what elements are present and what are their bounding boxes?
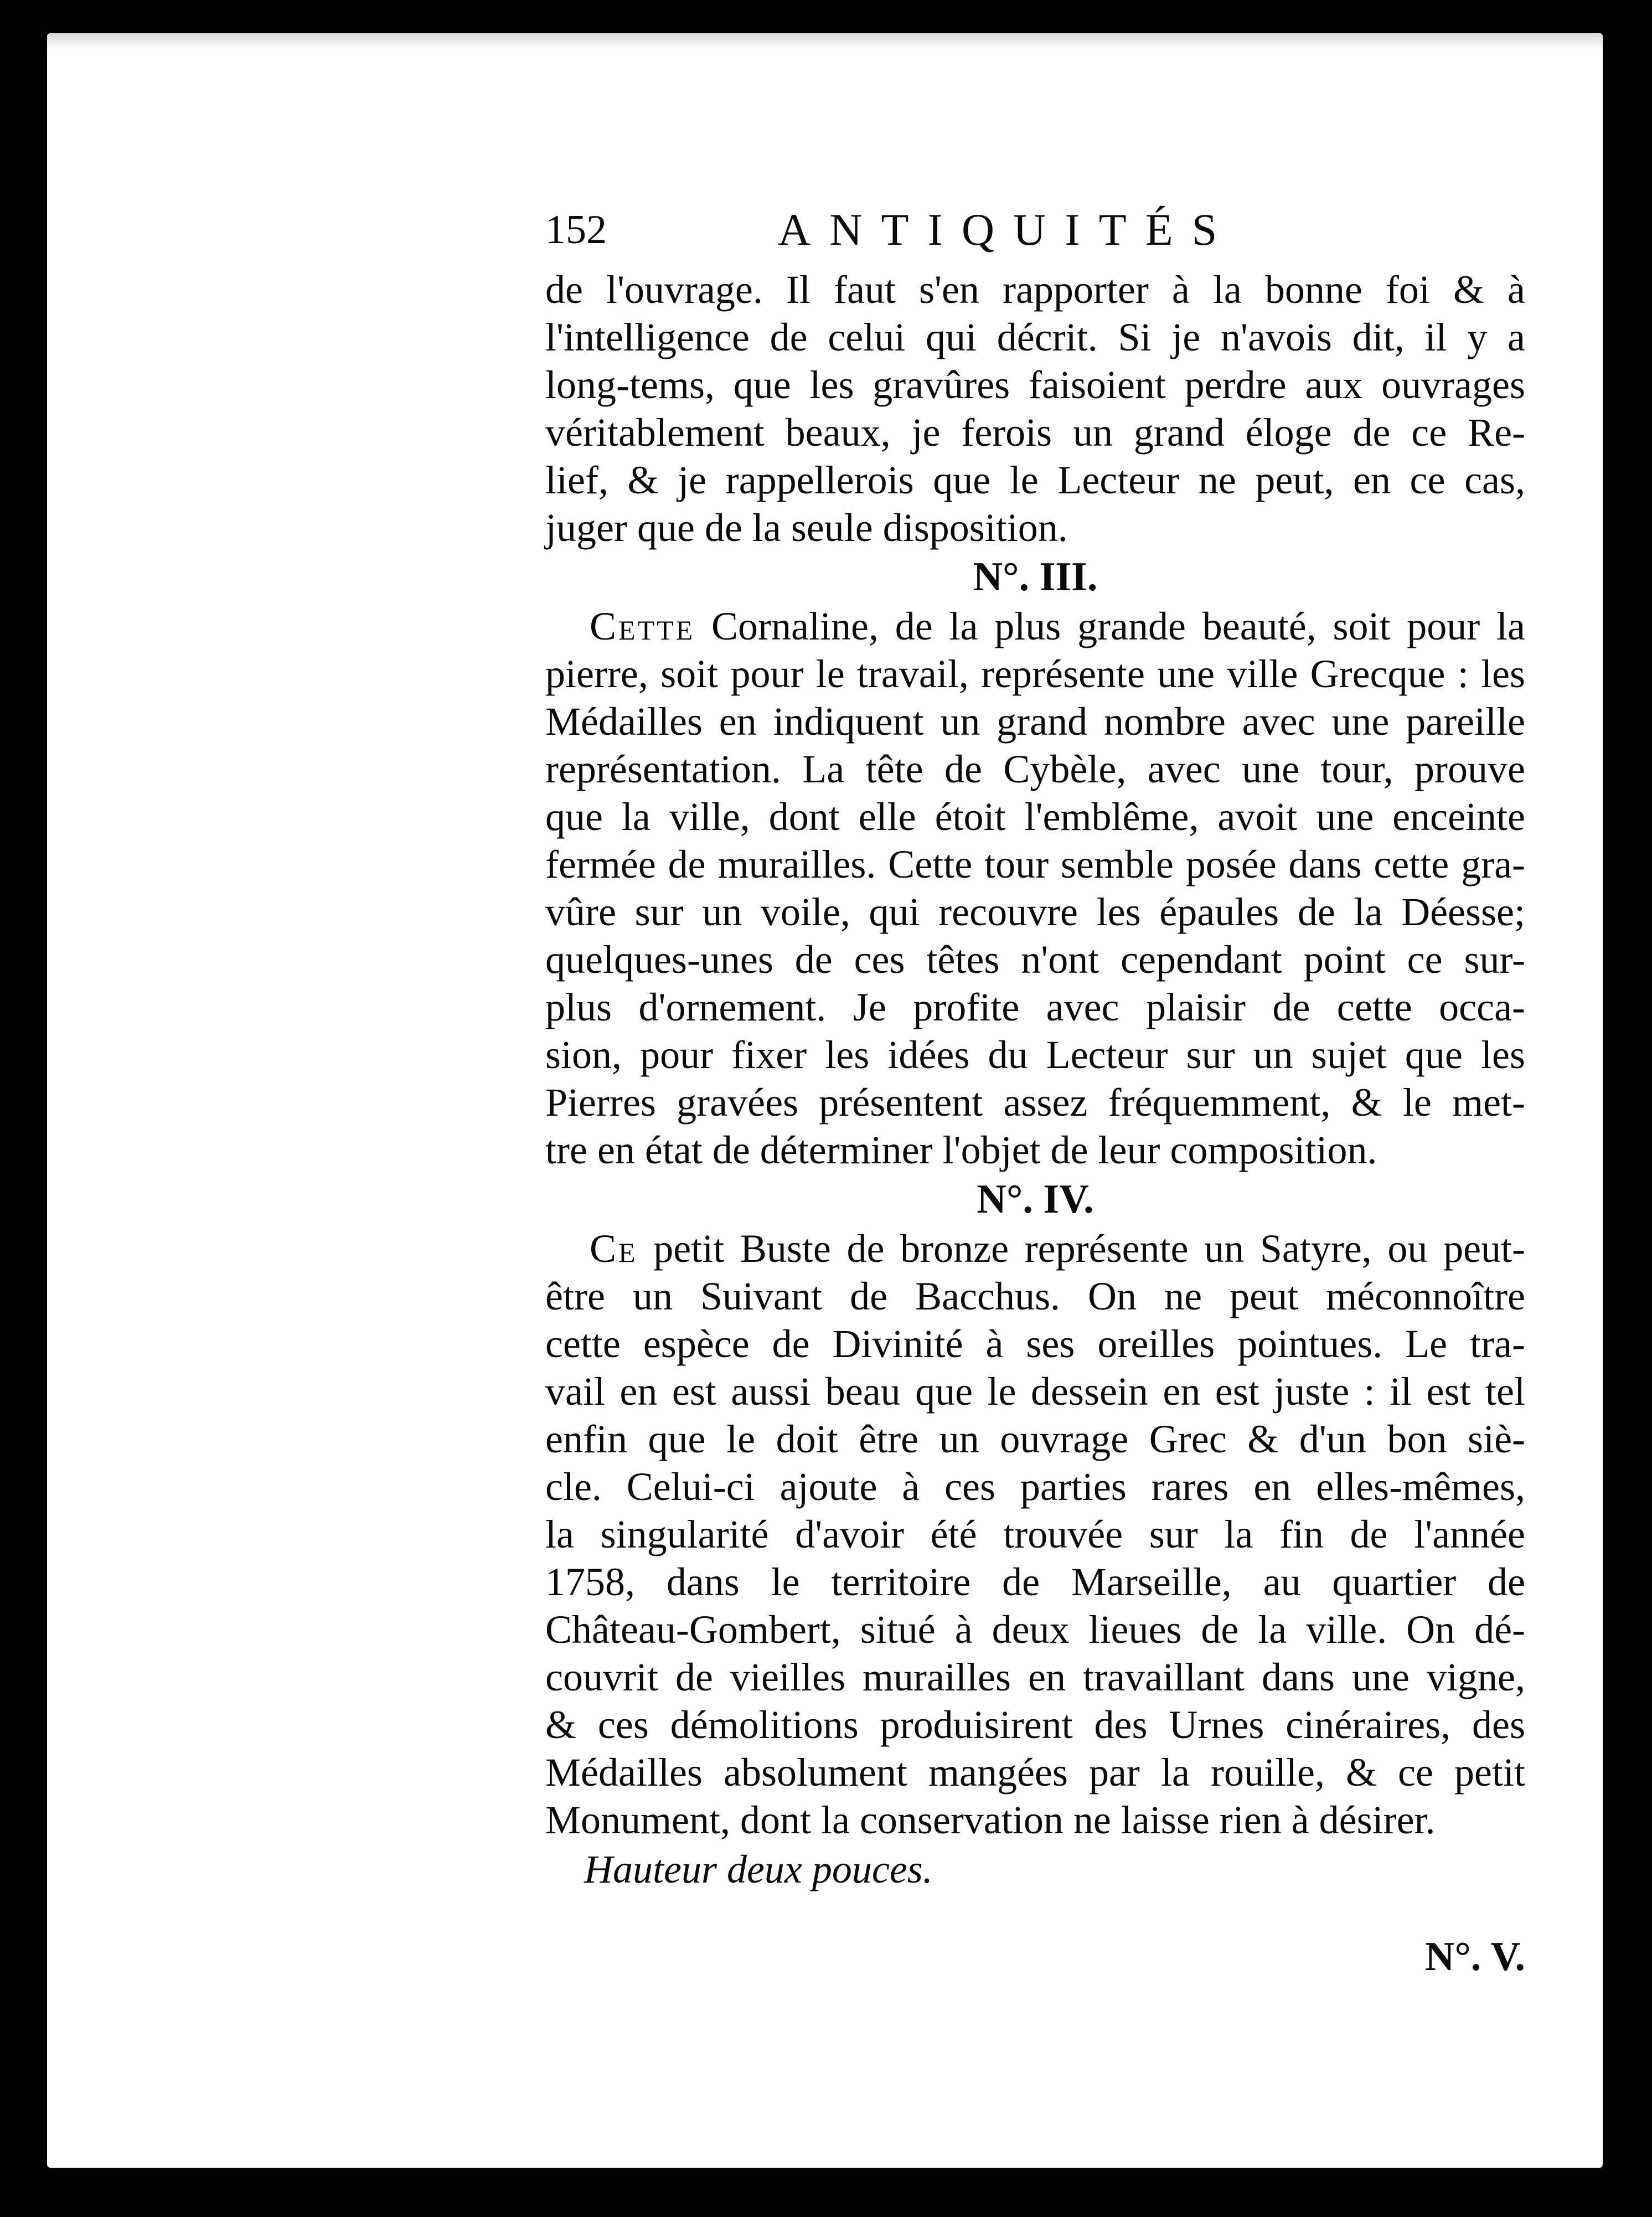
text-line: Médailles absolument mangées par la rouille, & ce petit — [545, 1750, 1525, 1795]
text-line: pierre, soit pour le travail, représente une ville Grecque : les — [545, 652, 1525, 696]
section-heading-iv: N°. IV. — [977, 1177, 1094, 1222]
text-line: véritablement beaux, je ferois un grand éloge de ce Re- — [545, 410, 1525, 455]
first-line-rest: Cornaline, de la plus grande beauté, soit pour la — [711, 604, 1526, 648]
text-line: tre en état de déterminer l'objet de leur composition. — [545, 1128, 1377, 1172]
page-edge-shadow — [47, 33, 1603, 50]
dimension-note: Hauteur deux pouces. — [584, 1847, 933, 1891]
text-line: long-tems, que les gravûres faisoient perdre aux ouvrages — [545, 363, 1525, 407]
intro-paragraph — [545, 266, 1525, 551]
text-line: que la ville, dont elle étoit l'emblême, avoit une enceinte — [545, 795, 1525, 839]
section-iii-paragraph — [545, 602, 1525, 1174]
text-line: vail en est aussi beau que le dessein en est juste : il est tel — [545, 1369, 1525, 1414]
text-line: fermée de murailles. Cette tour semble posée dans cette gra- — [545, 842, 1525, 886]
opening-word: Ce — [590, 1226, 638, 1271]
text-line: Monument, dont la conservation ne laisse rien à désirer. — [545, 1798, 1436, 1842]
text-line-first — [545, 602, 1525, 650]
page-number: 152 — [545, 207, 607, 252]
text-line: sion, pour fixer les idées du Lecteur sur un sujet que les — [545, 1033, 1525, 1077]
running-head: ANTIQUITÉS — [778, 204, 1236, 255]
text-line: de l'ouvrage. Il faut s'en rapporter à la bonne foi & à — [545, 267, 1525, 312]
catchword-row — [545, 1895, 1525, 1978]
text-line: couvrit de vieilles murailles en travaillant dans une vigne, — [545, 1655, 1525, 1699]
first-line-rest: petit Buste de bronze représente un Satyre, ou peut- — [653, 1226, 1526, 1271]
text-line: représentation. La tête de Cybèle, avec une tour, prouve — [545, 747, 1525, 791]
text-line: cle. Celui-ci ajoute à ces parties rares en elles-mêmes, — [545, 1465, 1525, 1509]
text-line-first — [545, 1225, 1525, 1272]
text-line: lief, & je rappellerois que le Lecteur ne peut, en ce cas, — [545, 458, 1525, 502]
text-line: l'intelligence de celui qui décrit. Si je n'avois dit, il y a — [545, 315, 1525, 359]
text-line: la singularité d'avoir été trouvée sur la fin de l'année — [545, 1512, 1525, 1556]
text-line: Médailles en indiquent un grand nombre avec une pareille — [545, 699, 1525, 744]
text-line: enfin que le doit être un ouvrage Grec & d'un bon siè- — [545, 1417, 1525, 1461]
text-block — [545, 199, 1525, 1978]
text-line: cette espèce de Divinité à ses oreilles pointues. Le tra- — [545, 1322, 1525, 1366]
section-heading-iii: N°. III. — [973, 554, 1098, 600]
catchword: N°. V. — [1424, 1934, 1525, 1979]
text-line: quelques-unes de ces têtes n'ont cependant point ce sur- — [545, 937, 1525, 982]
text-line: juger que de la seule disposition. — [545, 506, 1068, 550]
text-line: Château-Gombert, situé à deux lieues de la ville. On dé- — [545, 1607, 1525, 1652]
text-line: & ces démolitions produisirent des Urnes cinéraires, des — [545, 1703, 1525, 1747]
page-header — [545, 199, 1525, 266]
text-line: 1758, dans le territoire de Marseille, au quartier de — [545, 1560, 1525, 1604]
text-line: plus d'ornement. Je profite avec plaisir de cette occa- — [545, 985, 1525, 1029]
text-line: Pierres gravées présentent assez fréquemment, & le met- — [545, 1080, 1525, 1125]
opening-word: Cette — [590, 604, 695, 648]
book-page — [47, 33, 1603, 2168]
section-iv-paragraph — [545, 1225, 1525, 1844]
text-line: vûre sur un voile, qui recouvre les épaules de la Déesse; — [545, 890, 1525, 934]
text-line: être un Suivant de Bacchus. On ne peut méconnoître — [545, 1274, 1525, 1318]
